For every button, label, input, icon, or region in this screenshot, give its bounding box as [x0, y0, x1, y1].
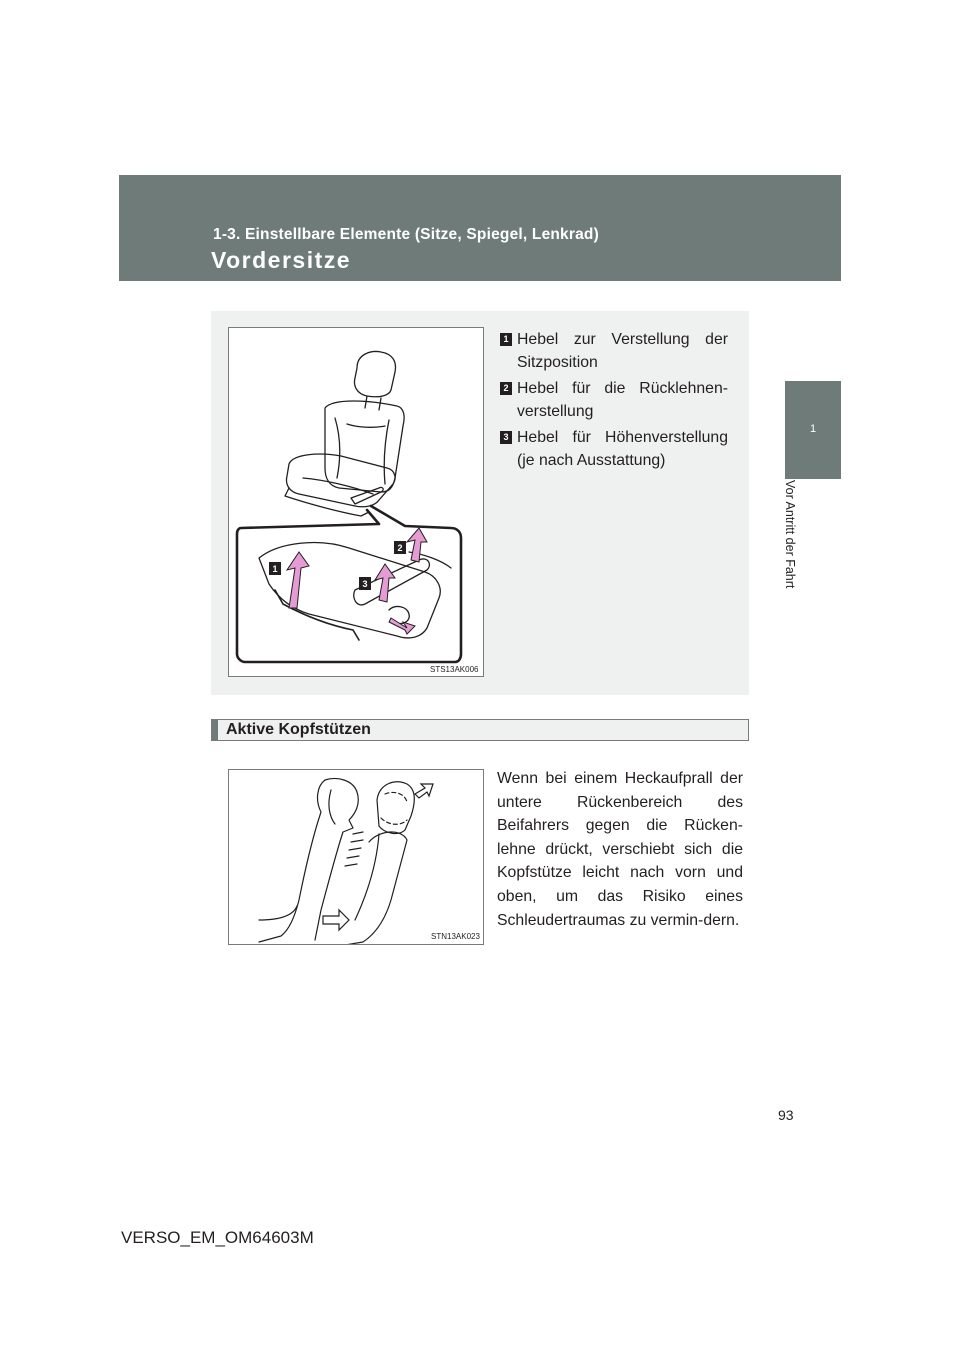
svg-text:2: 2: [397, 543, 403, 553]
headrest-outline: [377, 782, 414, 834]
arrow-up: [415, 784, 433, 798]
headrest-illustration: [228, 769, 484, 945]
legend-number-badge: 3: [500, 431, 512, 444]
cushion-outline: [287, 454, 396, 507]
chapter-tab: [785, 381, 841, 479]
section-heading: [211, 719, 749, 741]
page-title: Vordersitze: [211, 247, 352, 273]
legend-item: [492, 426, 728, 472]
callout-2: [394, 541, 406, 554]
legend-text: Hebel für die Rücklehnen-verstellung: [517, 380, 728, 420]
arrow-2: [407, 528, 427, 562]
chapter-title: Vor Antritt der Fahrt: [783, 480, 797, 589]
callout-1: [269, 562, 281, 575]
figure-legend: [492, 328, 728, 475]
legend-text: Hebel zur Verstellung der Sitzposition: [517, 331, 728, 371]
chapter-number: 1: [809, 423, 817, 435]
headrest-outline: [355, 352, 396, 397]
section-heading-text: Aktive Kopfstützen: [226, 721, 371, 738]
legend-item: [492, 377, 728, 423]
svg-text:1: 1: [272, 564, 278, 574]
seat-illustration: [228, 327, 484, 677]
legend-item: [492, 328, 728, 374]
section-path: 1-3. Einstellbare Elemente (Sitze, Spiegel, Lenkrad): [213, 226, 599, 243]
page-number: 93: [778, 1107, 794, 1123]
image-code: STN13AK023: [431, 932, 480, 941]
headrest-drawing: [229, 770, 484, 945]
callout-3: [359, 577, 371, 590]
body-paragraph: Wenn bei einem Heckaufprall der untere Rückenbereich des Beifahrers gegen die Rücken-lehne drückt, verschiebt sich die Kopfstütze leicht nach vorn und oben, um das Risiko eines Schleudertraumas zu vermin-dern.: [497, 770, 743, 929]
svg-text:3: 3: [362, 579, 368, 589]
image-code: STS13AK006: [430, 665, 479, 674]
heading-accent-bar: [212, 720, 218, 740]
legend-text: Hebel für Höhenverstellung (je nach Ausstattung): [517, 429, 728, 469]
arrow-back: [323, 910, 349, 930]
arrow-3b: [389, 618, 415, 634]
document-code: VERSO_EM_OM64603M: [121, 1228, 314, 1247]
legend-number-badge: 1: [500, 333, 512, 346]
arrow-1: [287, 552, 309, 608]
seat-drawing: [229, 328, 484, 677]
chapter-title-vertical: [783, 480, 804, 590]
legend-number-badge: 2: [500, 382, 512, 395]
